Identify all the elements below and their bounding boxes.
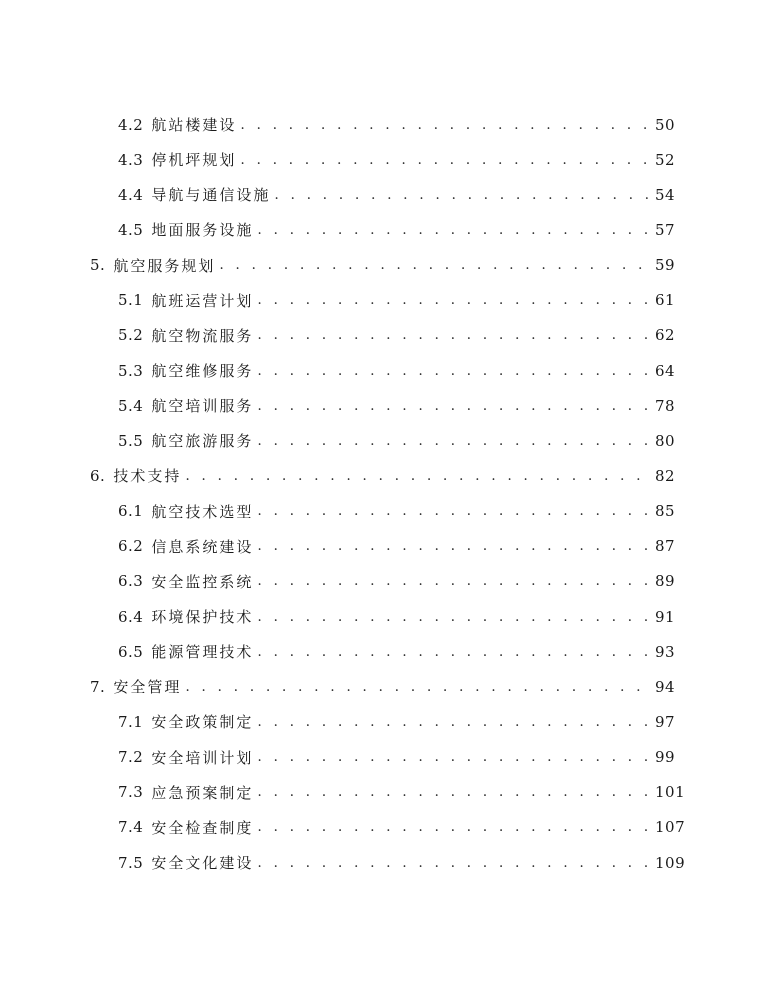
toc-entry-number: 6.2	[118, 537, 144, 556]
toc-entry-title: 航班运营计划	[151, 291, 254, 310]
toc-entry-title: 航空技术选型	[151, 502, 254, 521]
toc-entry-page: 52	[655, 150, 676, 169]
toc-entry-title: 安全政策制定	[151, 713, 254, 732]
toc-entry-number: 6.3	[118, 572, 144, 591]
toc-entry[interactable]	[0, 740, 765, 775]
toc-entry-leader	[257, 293, 649, 307]
toc-entry-title: 航空服务规划	[113, 256, 216, 275]
toc-entry-page: 85	[655, 502, 676, 521]
toc-entry-number: 7.2	[118, 748, 144, 767]
toc-entry-number: 4.3	[118, 150, 144, 169]
toc-entry[interactable]	[0, 599, 765, 634]
toc-entry-page: 94	[655, 677, 676, 696]
toc-entry[interactable]	[0, 142, 765, 177]
toc-entry[interactable]	[0, 564, 765, 599]
toc-entry-page: 109	[655, 853, 686, 872]
toc-entry-page: 107	[655, 818, 686, 837]
toc-entry-number: 5.5	[118, 431, 144, 450]
toc-entry[interactable]	[0, 388, 765, 423]
toc-entry-number: 4.4	[118, 185, 144, 204]
toc-entry-number: 4.2	[118, 115, 144, 134]
toc-entry-title: 安全文化建设	[151, 854, 254, 873]
toc-entry-title: 安全监控系统	[151, 572, 254, 591]
toc-entry[interactable]	[0, 529, 765, 564]
toc-entry-page: 97	[655, 712, 676, 731]
toc-entry[interactable]	[0, 669, 765, 704]
toc-entry-number: 7.1	[118, 712, 144, 731]
toc-entry-leader	[257, 610, 649, 624]
toc-entry-number: 7.	[90, 677, 106, 696]
toc-entry-page: 101	[655, 783, 686, 802]
toc-entry-page: 62	[655, 326, 676, 345]
toc-entry[interactable]	[0, 845, 765, 880]
toc-entry-number: 5.1	[118, 291, 144, 310]
toc-entry-page: 93	[655, 642, 676, 661]
toc-entry-title: 地面服务设施	[151, 221, 254, 240]
toc-entry-leader	[257, 750, 649, 764]
toc-entry-leader	[185, 680, 649, 694]
toc-entry-page: 91	[655, 607, 676, 626]
toc-entry-title: 安全检查制度	[151, 818, 254, 837]
toc-entry[interactable]	[0, 318, 765, 353]
toc-entry-page: 64	[655, 361, 676, 380]
toc-entry-leader	[257, 328, 649, 342]
toc-entry-leader	[257, 574, 649, 588]
toc-entry-leader	[185, 469, 649, 483]
toc-entry-page: 80	[655, 431, 676, 450]
toc-entry-leader	[240, 118, 649, 132]
toc-entry-leader	[257, 399, 649, 413]
toc-entry-number: 4.5	[118, 220, 144, 239]
toc-entry-number: 7.5	[118, 853, 144, 872]
toc-entry[interactable]	[0, 423, 765, 458]
toc-entry-page: 59	[655, 256, 676, 275]
toc-entry[interactable]	[0, 177, 765, 212]
toc-entry[interactable]	[0, 775, 765, 810]
toc-entry-leader	[257, 364, 649, 378]
toc-entry-title: 安全管理	[113, 678, 182, 697]
toc-entry[interactable]	[0, 353, 765, 388]
toc-entry-number: 6.5	[118, 642, 144, 661]
toc-entry-page: 50	[655, 115, 676, 134]
toc-entry-title: 能源管理技术	[151, 643, 254, 662]
toc-entry-page: 57	[655, 220, 676, 239]
toc-entry-leader	[257, 504, 649, 518]
toc-entry[interactable]	[0, 248, 765, 283]
toc-entry-title: 应急预案制定	[151, 783, 254, 802]
toc-entry-number: 6.1	[118, 502, 144, 521]
toc-entry-leader	[257, 539, 649, 553]
toc-entry-leader	[257, 645, 649, 659]
toc-entry-title: 导航与通信设施	[151, 186, 271, 205]
toc-entry[interactable]	[0, 494, 765, 529]
toc-entry[interactable]	[0, 810, 765, 845]
toc-entry[interactable]	[0, 212, 765, 247]
toc-entry-title: 航空物流服务	[151, 326, 254, 345]
toc-entry-page: 82	[655, 466, 676, 485]
toc-entry-title: 技术支持	[113, 467, 182, 486]
toc-entry-number: 5.	[90, 256, 106, 275]
toc-entry-leader	[257, 856, 649, 870]
toc-entry[interactable]	[0, 283, 765, 318]
toc-entry-title: 航空培训服务	[151, 397, 254, 416]
toc-entry[interactable]	[0, 458, 765, 493]
toc-entry-page: 78	[655, 396, 676, 415]
toc-entry-leader	[219, 258, 649, 272]
toc-entry-leader	[274, 188, 649, 202]
toc-entry-number: 5.2	[118, 326, 144, 345]
toc-entry-title: 航站楼建设	[151, 116, 237, 135]
toc-entry-page: 54	[655, 185, 676, 204]
toc-entry-number: 7.4	[118, 818, 144, 837]
toc-entry-number: 6.	[90, 466, 106, 485]
toc-entry-number: 7.3	[118, 783, 144, 802]
toc-entry-page: 87	[655, 537, 676, 556]
toc-entry-title: 环境保护技术	[151, 608, 254, 627]
toc-entry-leader	[257, 715, 649, 729]
toc-entry-title: 停机坪规划	[151, 151, 237, 170]
toc-entry-title: 安全培训计划	[151, 748, 254, 767]
toc-entry-leader	[257, 434, 649, 448]
toc-entry-number: 5.4	[118, 396, 144, 415]
table-of-contents	[0, 107, 765, 880]
toc-entry-leader	[257, 223, 649, 237]
toc-entry-title: 航空旅游服务	[151, 432, 254, 451]
toc-entry-number: 5.3	[118, 361, 144, 380]
toc-entry[interactable]	[0, 634, 765, 669]
toc-entry-page: 61	[655, 291, 676, 310]
toc-entry[interactable]	[0, 107, 765, 142]
toc-entry-leader	[257, 820, 649, 834]
toc-entry-page: 99	[655, 748, 676, 767]
toc-entry-leader	[240, 153, 649, 167]
toc-entry-page: 89	[655, 572, 676, 591]
toc-entry[interactable]	[0, 704, 765, 739]
toc-entry-title: 信息系统建设	[151, 537, 254, 556]
toc-entry-leader	[257, 785, 649, 799]
toc-entry-title: 航空维修服务	[151, 362, 254, 381]
toc-entry-number: 6.4	[118, 607, 144, 626]
